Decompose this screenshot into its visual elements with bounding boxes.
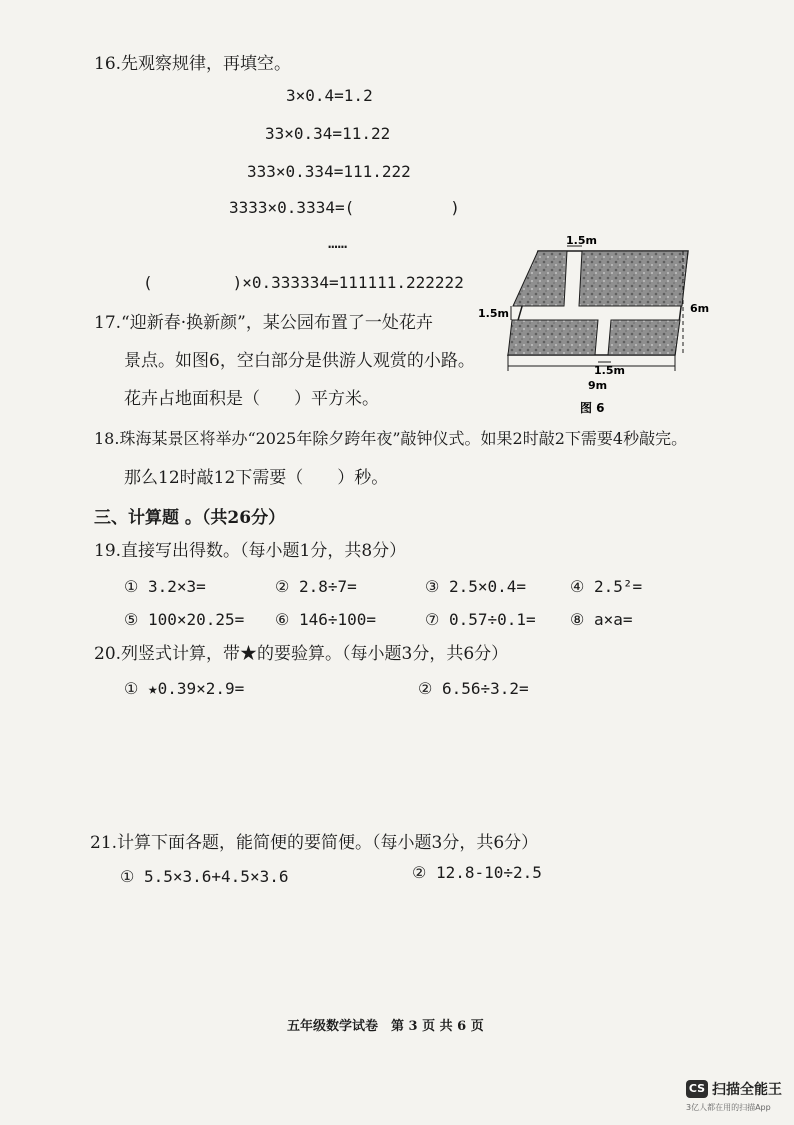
q19-item-7: ⑦ 0.57÷0.1= [425,610,536,629]
page-footer: 五年级数学试卷 第 3 页 共 6 页 [287,1019,484,1034]
label-base: 9m [588,379,608,392]
q20-prompt: 20.列竖式计算，带★的要验算。（每小题3分，共6分） [94,644,509,664]
q16-prompt: 16.先观察规律，再填空。 [94,54,292,74]
flower-bed-top-left [513,251,567,306]
label-bottom-path: 1.5m [594,364,625,377]
q21-item-2: ② 12.8-10÷2.5 [412,863,542,882]
q19-item-5: ⑤ 100×20.25= [124,610,245,629]
camscanner-logo: CS [686,1080,708,1098]
q18-line-2: 那么12时敲12下需要（ ）秒。 [124,468,389,488]
figure-caption: 图 6 [580,401,605,415]
figure-6 [470,228,720,428]
q17-line-3: 花卉占地面积是（ ）平方米。 [124,389,379,409]
q17-line-2: 景点。如图6，空白部分是供游人观赏的小路。 [124,351,475,371]
flower-bed-bottom-left [508,320,598,355]
q16-line-3: 333×0.334=111.222 [247,162,411,181]
q19-item-8: ⑧ a×a= [570,610,633,629]
q20-item-1: ① ★0.39×2.9= [124,679,245,698]
label-height: 6m [690,302,710,315]
q19-item-3: ③ 2.5×0.4= [425,577,527,596]
camscanner-name: 扫描全能王 [712,1082,782,1098]
q19-item-4: ④ 2.5²= [570,577,643,596]
section-3-title: 三、计算题 。（共26分） [94,508,286,528]
q16-line-6: ( )×0.333334=111111.222222 [143,273,464,292]
q19-item-6: ⑥ 146÷100= [275,610,377,629]
flower-bed-bottom-right [608,320,680,355]
q20-item-2: ② 6.56÷3.2= [418,679,529,698]
q19-item-1: ① 3.2×3= [124,577,206,596]
q16-line-1: 3×0.4=1.2 [286,86,373,105]
q16-line-4: 3333×0.3334=( ) [229,198,460,217]
flower-bed-top-right [579,251,688,306]
camscanner-tagline: 3亿人都在用的扫描App [686,1103,771,1112]
q21-item-1: ① 5.5×3.6+4.5×3.6 [120,867,289,886]
q16-line-2: 33×0.34=11.22 [265,124,391,143]
label-top-path: 1.5m [566,234,597,247]
q17-line-1: 17.“迎新春·换新颜”，某公园布置了一处花卉 [94,313,433,333]
q18-line-1: 18.珠海某景区将举办“2025年除夕跨年夜”敲钟仪式。如果2时敲2下需要4秒敲完。 [94,429,688,448]
q19-item-2: ② 2.8÷7= [275,577,357,596]
label-left-path: 1.5m [478,307,509,320]
q21-prompt: 21.计算下面各题，能简便的要简便。（每小题3分，共6分） [90,833,539,853]
q16-ellipsis: …… [328,233,348,252]
q19-prompt: 19.直接写出得数。（每小题1分，共8分） [94,541,407,561]
